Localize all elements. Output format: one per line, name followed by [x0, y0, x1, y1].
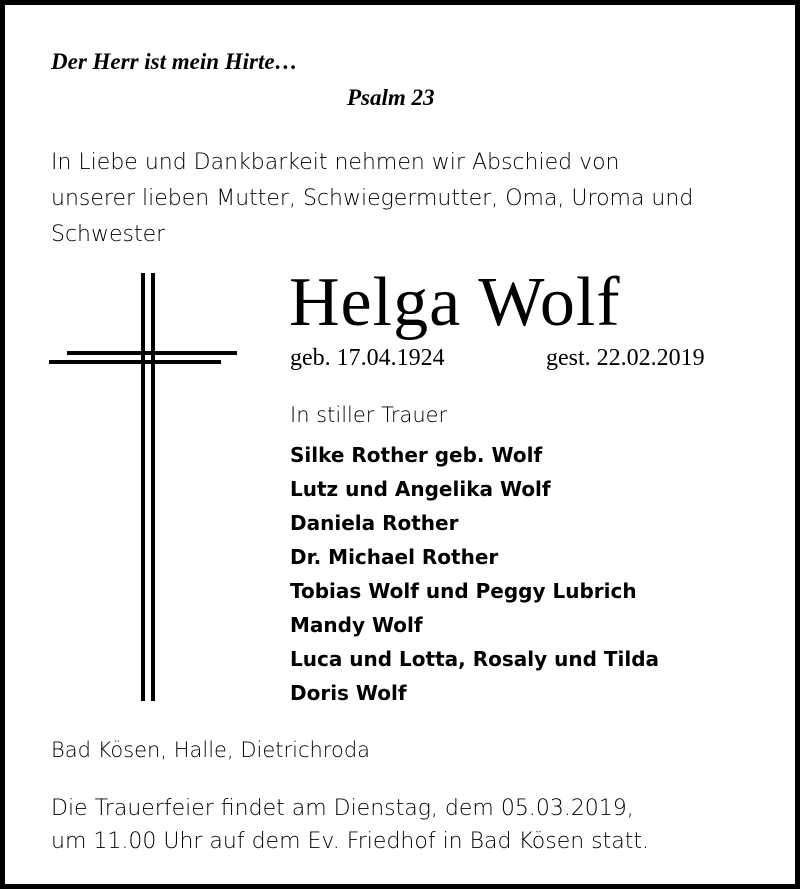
funeral-line: Die Trauerfeier findet am Dienstag, dem 05.03.2019, [51, 796, 634, 821]
intro-line: unserer lieben Mutter, Schwiegermutter, Oma, Uroma und [51, 186, 694, 211]
cross-vertical-left [141, 273, 145, 701]
mourner-name: Daniela Rother [290, 511, 459, 535]
funeral-line: um 11.00 Uhr auf dem Ev. Friedhof in Bad Kösen statt. [51, 829, 649, 854]
mourner-name: Luca und Lotta, Rosaly und Tilda [290, 647, 660, 671]
deceased-name: Helga Wolf [289, 264, 621, 341]
mourner-name: Silke Rother geb. Wolf [290, 443, 543, 467]
cross-vertical-right [151, 273, 155, 701]
mourning-heading: In stiller Trauer [290, 403, 448, 427]
mourner-name: Mandy Wolf [290, 613, 423, 637]
places-line: Bad Kösen, Halle, Dietrichroda [51, 738, 371, 762]
birth-date: geb. 17.04.1924 [290, 345, 445, 371]
psalm-reference: Psalm 23 [347, 85, 435, 110]
intro-text [51, 145, 751, 253]
death-date: gest. 22.02.2019 [546, 345, 705, 371]
funeral-info [51, 792, 649, 858]
psalm-verse: Der Herr ist mein Hirte… [51, 49, 298, 74]
cross-horizontal-top [67, 351, 237, 355]
mourner-name: Doris Wolf [290, 681, 407, 705]
intro-line: Schwester [51, 222, 166, 247]
cross-horizontal-bottom [49, 360, 221, 364]
mourner-name: Lutz und Angelika Wolf [290, 477, 551, 501]
mourner-name: Dr. Michael Rother [290, 545, 499, 569]
latin-cross-icon [45, 273, 245, 703]
mourner-name: Tobias Wolf und Peggy Lubrich [290, 579, 637, 603]
mourner-list [290, 438, 659, 710]
intro-line: In Liebe und Dankbarkeit nehmen wir Abschied von [51, 150, 620, 175]
